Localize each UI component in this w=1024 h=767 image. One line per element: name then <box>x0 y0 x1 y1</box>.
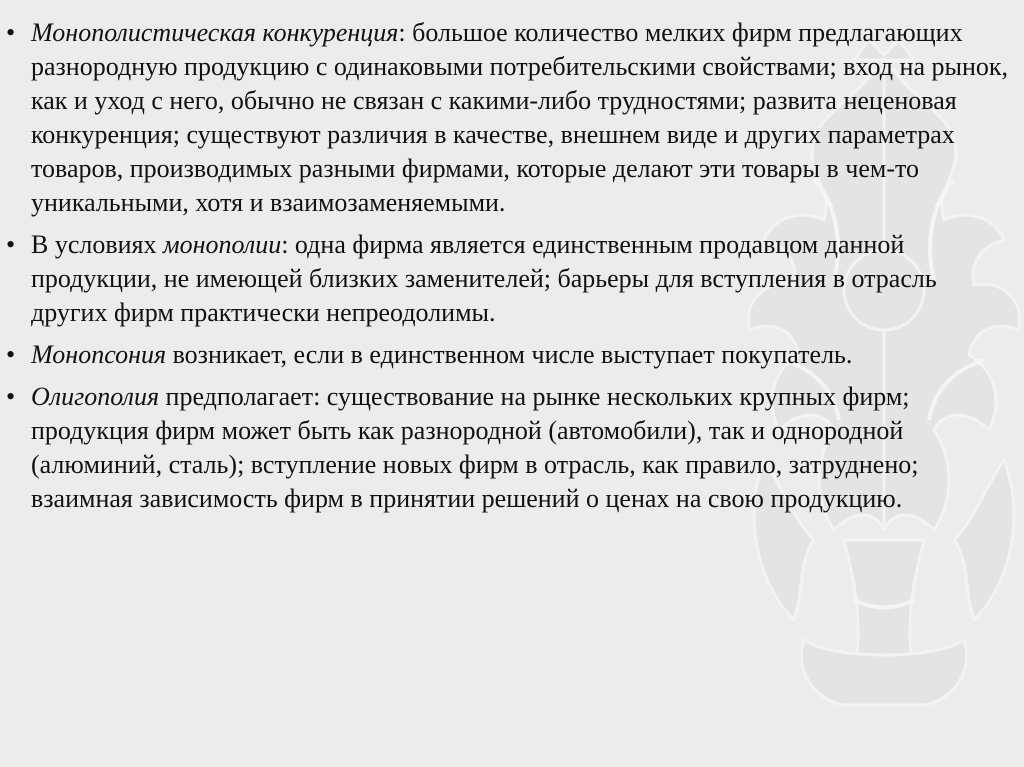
term-monopsony: Монопсония <box>31 340 167 369</box>
list-item-oligopoly <box>6 380 1014 516</box>
term-monopolistic-competition: Монополистическая конкуренция <box>31 18 399 47</box>
term-oligopoly: Олигополия <box>31 382 160 411</box>
term-monopoly: монополии <box>163 230 282 259</box>
bullet-list <box>6 16 1014 524</box>
bullet-icon: • <box>6 340 16 369</box>
item-text: возникает, если в единственном числе выступает покупатель. <box>166 340 853 369</box>
item-text: предполагает: существование на рынке нескольких крупных фирм; продукция фирм может быть как разнородной (автомобили), так и однородной (алюминий, сталь); вступление новых фирм в отрасль, как правило, затруднено; взаимная зависимость фирм в принятии решений о ценах на свою продукцию. <box>31 382 919 513</box>
bullet-icon: • <box>6 382 16 411</box>
item-text: : большое количество мелких фирм предлагающих разнородную продукцию с одинаковыми потребительскими свойствами; вход на рынок, как и уход с него, обычно не связан с какими-либо трудностями; развита неценовая конкуренция; существуют различия в качестве, внешнем виде и других параметрах товаров, производимых разными фирмами, которые делают эти товары в чем-то уникальными, хотя и взаимозаменяемыми. <box>31 18 1009 217</box>
item-text: : одна фирма является единственным продавцом данной продукции, не имеющей близких заменителей; барьеры для вступления в отрасль других фирм практически непреодолимы. <box>31 230 937 327</box>
bullet-icon: • <box>6 230 16 259</box>
list-item-monopsony <box>6 338 1014 372</box>
item-prefix: В условиях <box>31 230 164 259</box>
list-item-monopoly <box>6 228 1014 330</box>
bullet-icon: • <box>6 18 16 47</box>
list-item-monopolistic-competition <box>6 16 1014 220</box>
